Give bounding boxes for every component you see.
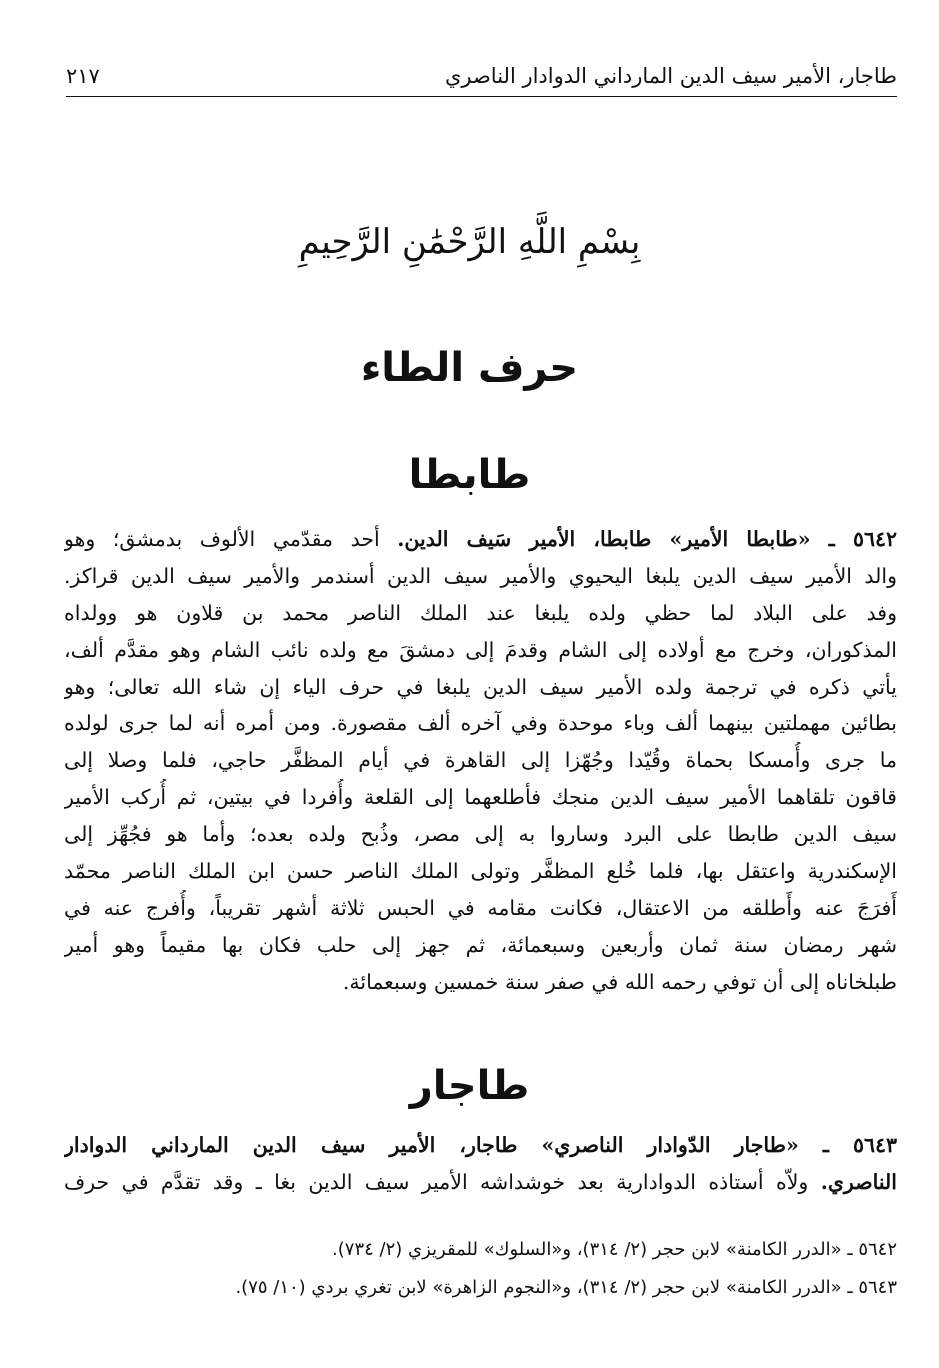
header-rule xyxy=(66,96,897,97)
entry-line: ما جرى وأُمسكا بحماة وقُيّدا وجُهّزا إلى القاهرة في أيام المظفَّر حاجي، فلما وصلا إلى xyxy=(64,748,897,773)
entry-line: طبلخاناه إلى أن توفي رحمه الله في صفر سنة خمسين وسبعمائة. xyxy=(342,969,897,994)
entry-line: المذكوران، وخرج مع أولاده إلى الشام وقدمَ إلى دمشقَ مع ولده نائب الشام وهو مقدَّم ألف، xyxy=(64,637,897,662)
entry-line: قاقون تلقاهما الأمير سيف الدين منجك فأطلعهما إلى القلعة وأُفردا في بيتين، ثم أُركب الأمير xyxy=(64,785,897,810)
entry-line: سيف الدين طابطا على البرد وساروا به إلى مصر، وذُبح ولده بعده؛ وأما هو فجُهِّز إلى xyxy=(64,822,897,847)
entry-lead: ٥٦٤٣ ـ «طاجار الدّوادار الناصري» طاجار، الأمير سيف الدين المارداني الدوادار xyxy=(64,1133,897,1157)
entry-line: ٥٦٤٢ ـ «طابطا الأمير» طابطا، الأمير سَيف الدين. أحد مقدّمي الألوف بدمشق؛ وهو xyxy=(64,527,897,551)
footnotes xyxy=(66,1231,897,1307)
basmala: بِسْمِ اللَّهِ الرَّحْمَٰنِ الرَّحِيمِ xyxy=(298,222,641,262)
footnote-5642: ٥٦٤٢ ـ «الدرر الكامنة» لابن حجر (٢/ ٣١٤)، و«السلوك» للمقريزي (٢/ ٧٣٤). xyxy=(332,1239,897,1260)
running-header xyxy=(66,58,897,94)
entry-heading-tabta: طابطا xyxy=(408,452,531,498)
entry-lead: ٥٦٤٢ ـ «طابطا الأمير» طابطا، الأمير سَيف الدين. xyxy=(397,527,897,551)
entry-5643-body xyxy=(64,1127,897,1201)
entry-line: الناصري. ولاّه أستاذه الدوادارية بعد خوشداشه الأمير سيف الدين بغا ـ وقد تقدَّم في حرف xyxy=(64,1169,897,1194)
entry-line: أَفرَجَ عنه وأَطلقه من الاعتقال، فكانت مقامه في الحبس ثلاثة أشهر تقريباً، وأُفرج عنه في xyxy=(64,895,897,920)
page-number: ٢١٧ xyxy=(66,64,100,88)
entry-line: الإسكندرية واعتقل بها، فلما خُلع المظفَّر وتولى الملك الناصر حسن ابن الملك الناصر محمّد xyxy=(64,859,897,884)
entry-line xyxy=(64,1127,897,1164)
entry-line: يأتي ذكره في ترجمة ولده الأمير سيف الدين يلبغا في حرف الياء إن شاء الله تعالى؛ وهو xyxy=(64,674,897,699)
footnote-5643: ٥٦٤٣ ـ «الدرر الكامنة» لابن حجر (٢/ ٣١٤)، و«النجوم الزاهرة» لابن تغري بردي (١٠/ ٧٥). xyxy=(235,1277,897,1298)
entry-line: بطائين مهملتين بينهما ألف وباء موحدة وفي آخره ألف مقصورة. ومن أمره أنه لما جرى لولده xyxy=(64,711,897,736)
entry-line: والد الأمير سيف الدين يلبغا اليحيوي والأمير سيف الدين أسندمر والأمير سيف الدين قراكز. xyxy=(64,563,897,588)
entry-heading-tajar: طاجار xyxy=(409,1063,530,1109)
running-title: طاجار، الأمير سيف الدين المارداني الدوادار الناصري xyxy=(444,64,897,88)
chapter-title: حرف الطاء xyxy=(360,345,579,391)
entry-lead-continued: الناصري. xyxy=(820,1169,897,1194)
entry-5642-body xyxy=(64,521,897,1001)
entry-line: وفد على البلاد لما حظي ولده يلبغا عند الملك الناصر محمد بن قلاون هو وولداه xyxy=(64,600,897,625)
entry-line: شهر رمضان سنة ثمان وأربعين وسبعمائة، ثم جهز إلى حلب فكان بها مقيماً وهو أمير xyxy=(64,932,897,957)
